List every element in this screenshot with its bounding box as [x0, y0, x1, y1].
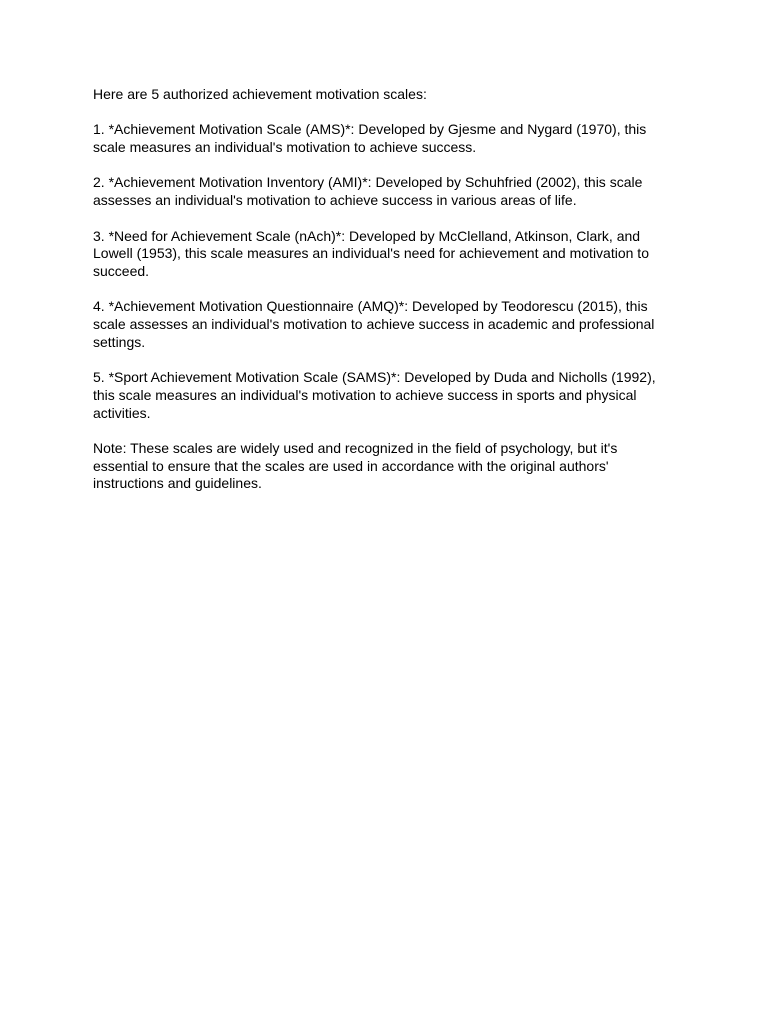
- scale-item-1: 1. *Achievement Motivation Scale (AMS)*: Developed by Gjesme and Nygard (1970), this scale measures an individual's motivation to achieve success.: [93, 121, 647, 156]
- intro-paragraph: Here are 5 authorized achievement motivation scales:: [93, 86, 427, 102]
- note-paragraph: Note: These scales are widely used and recognized in the field of psychology, but it's essential to ensure that the scales are used in accordance with the original authors' instructions and guidelines.: [93, 439, 618, 492]
- scale-item-5: 5. *Sport Achievement Motivation Scale (SAMS)*: Developed by Duda and Nicholls (1992), this scale measures an individual's motivation to achieve success in sports and physical activities.: [93, 369, 656, 421]
- scale-item-4: 4. *Achievement Motivation Questionnaire (AMQ)*: Developed by Teodorescu (2015), this scale assesses an individual's motivation to achieve success in academic and professional settings.: [93, 298, 655, 350]
- document-page: [93, 86, 673, 511]
- scale-item-3: 3. *Need for Achievement Scale (nAch)*: Developed by McClelland, Atkinson, Clark, and Lowell (1953), this scale measures an individual's need for achievement and motivation to succeed.: [93, 227, 649, 279]
- scale-item-2: 2. *Achievement Motivation Inventory (AMI)*: Developed by Schuhfried (2002), this scale assesses an individual's motivation to achieve success in various areas of life.: [93, 174, 643, 209]
